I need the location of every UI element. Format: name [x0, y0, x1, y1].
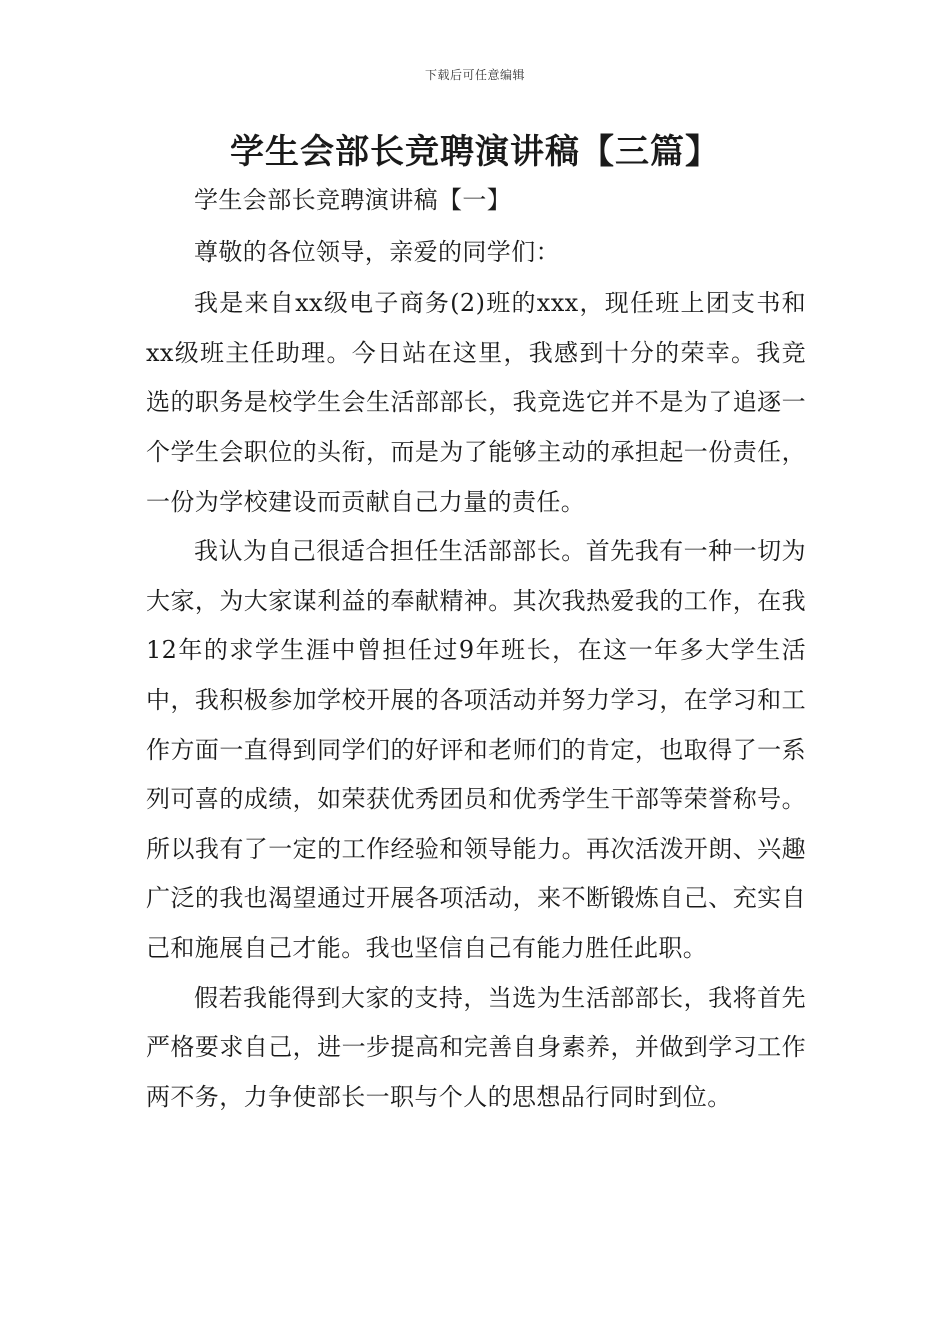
paragraph: 我是来自xx级电子商务(2)班的xxx，现任班上团支书和xx级班主任助理。今日站在这里，我感到十分的荣幸。我竞选的职务是校学生会生活部部长，我竞选它并不是为了追逐一个学生会职位的头衔，而是为了能够主动的承担起一份责任，一份为学校建设而贡献自己力量的责任。	[146, 289, 806, 516]
document-body	[146, 176, 806, 1122]
paragraph: 假若我能得到大家的支持，当选为生活部部长，我将首先严格要求自己，进一步提高和完善自身素养，并做到学习工作两不务，力争使部长一职与个人的思想品行同时到位。	[146, 983, 806, 1111]
paragraph: 我认为自己很适合担任生活部部长。首先我有一种一切为大家，为大家谋利益的奉献精神。其次我热爱我的工作，在我12年的求学生涯中曾担任过9年班长，在这一年多大学生活中，我积极参加学校开展的各项活动并努力学习，在学习和工作方面一直得到同学们的好评和老师们的肯定，也取得了一系列可喜的成绩，如荣获优秀团员和优秀学生干部等荣誉称号。所以我有了一定的工作经验和领导能力。再次活泼开朗、兴趣广泛的我也渴望通过开展各项活动，来不断锻炼自己、充实自己和施展自己才能。我也坚信自己有能力胜任此职。	[146, 537, 806, 962]
salutation: 尊敬的各位领导，亲爱的同学们：	[194, 237, 560, 266]
header-note: 下载后可任意编辑	[424, 68, 525, 82]
section-subtitle: 学生会部长竞聘演讲稿【一】	[194, 186, 512, 214]
page-title: 学生会部长竞聘演讲稿【三篇】	[230, 132, 720, 172]
